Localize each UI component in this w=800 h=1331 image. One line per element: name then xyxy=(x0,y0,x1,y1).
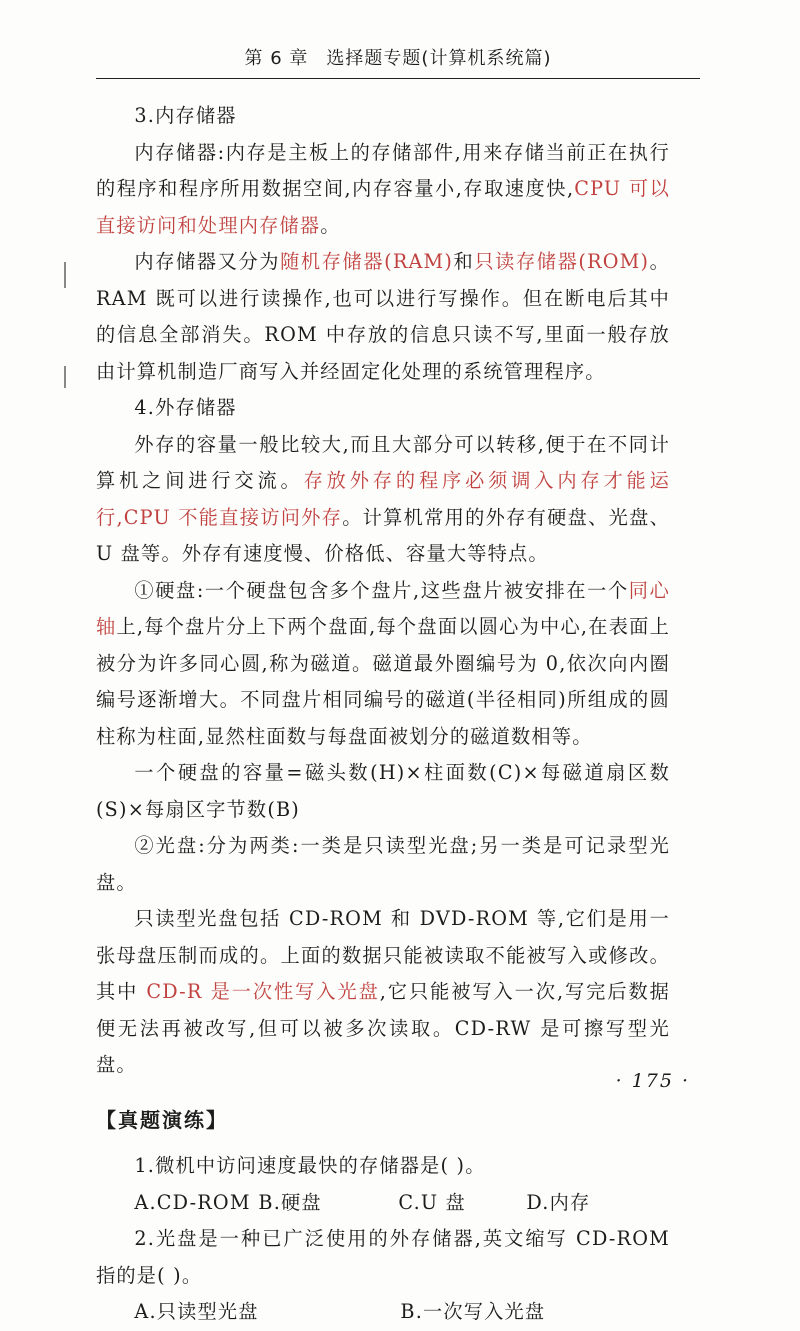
page-header xyxy=(96,40,700,79)
option-b: B.一次写入光盘 xyxy=(400,1300,546,1323)
highlight-text: 随机存储器(RAM) xyxy=(280,250,454,273)
exercise-title: 【真题演练】 xyxy=(96,1107,228,1132)
highlight-text: 只读存储器(ROM) xyxy=(474,250,650,273)
option-c: C.U 盘 xyxy=(398,1190,466,1214)
option-a: A.只读型光盘 xyxy=(134,1300,259,1323)
highlight-text: CPU 可以直接访问和处理内存储器 xyxy=(96,177,671,237)
margin-mark xyxy=(64,366,66,388)
body-text xyxy=(96,98,670,1331)
chapter-title: 选择题专题(计算机系统篇) xyxy=(326,48,552,69)
text: 和 xyxy=(453,250,475,273)
paragraph xyxy=(96,901,670,1084)
paragraph xyxy=(96,135,670,245)
page-number: · 175 · xyxy=(615,1070,690,1092)
paragraph xyxy=(96,244,670,390)
formula: 一个硬盘的容量=磁头数(H)×柱面数(C)×每磁道扇区数(S)×每扇区字节数(B) xyxy=(96,761,670,821)
highlight-text: CD-R 是一次性写入光盘 xyxy=(146,980,380,1003)
margin-mark xyxy=(64,262,66,288)
section-heading: 4.外存储器 xyxy=(134,396,237,419)
text: 内存储器:内存是主板上的存储部件,用来存储当前正在执行的程序和程序所用数据空间,内存容量小,存取速度快, xyxy=(96,140,670,200)
option-d: D.内存 xyxy=(526,1190,591,1214)
text: 外存的容量一般比较大,而且大部分可以转移,便于在不同计算机之间进行交流。 xyxy=(96,432,670,492)
question-2: 2.光盘是一种已广泛使用的外存储器,英文缩写 CD-ROM 指的是( )。 xyxy=(96,1227,670,1287)
option-b: B.硬盘 xyxy=(258,1190,322,1214)
question-2-options xyxy=(96,1294,670,1331)
text: ,它只能被写入一次,写完后数据便无法再被改写,但可以被多次读取。CD-RW 是可擦写型光盘。 xyxy=(96,980,671,1076)
chapter-number: 第 6 章 xyxy=(244,48,309,69)
text: 上,每个盘片分上下两个盘面,每个盘面以圆心为中心,在表面上被分为许多同心圆,称为磁道。磁道最外圈编号为 0,依次向内圈编号逐渐增大。不同盘片相同编号的磁道(半径相同)所组成的圆柱称为柱面,显然柱面数与每盘面被划分的磁道数相等。 xyxy=(96,615,670,748)
text: 。RAM 既可以进行读操作,也可以进行写操作。但在断电后其中的信息全部消失。ROM 中存放的信息只读不写,里面一般存放由计算机制造厂商写入并经固定化处理的系统管理程序。 xyxy=(96,250,671,383)
text: 。 xyxy=(320,213,341,237)
highlight-text: 同心轴 xyxy=(96,578,670,638)
text: 内存储器又分为 xyxy=(134,250,281,273)
text: 只读型光盘包括 CD-ROM 和 DVD-ROM 等,它们是用一张母盘压制而成的。上面的数据只能被读取不能被写入或修改。其中 xyxy=(96,907,670,1003)
paragraph: ②光盘:分为两类:一类是只读型光盘;另一类是可记录型光盘。 xyxy=(96,834,670,894)
highlight-text: 存放外存的程序必须调入内存才能运行,CPU 不能直接访问外存 xyxy=(96,469,670,529)
option-a: A.CD-ROM xyxy=(134,1190,251,1214)
paragraph xyxy=(96,427,670,573)
text: 。计算机常用的外存有硬盘、光盘、U 盘等。外存有速度慢、价格低、容量大等特点。 xyxy=(96,505,670,565)
question-1: 1.微机中访问速度最快的存储器是( )。 xyxy=(134,1154,486,1177)
question-1-options xyxy=(96,1185,670,1222)
paragraph xyxy=(96,573,670,756)
text: ①硬盘:一个硬盘包含多个盘片,这些盘片被安排在一个 xyxy=(134,578,629,602)
section-heading: 3.内存储器 xyxy=(134,104,237,127)
